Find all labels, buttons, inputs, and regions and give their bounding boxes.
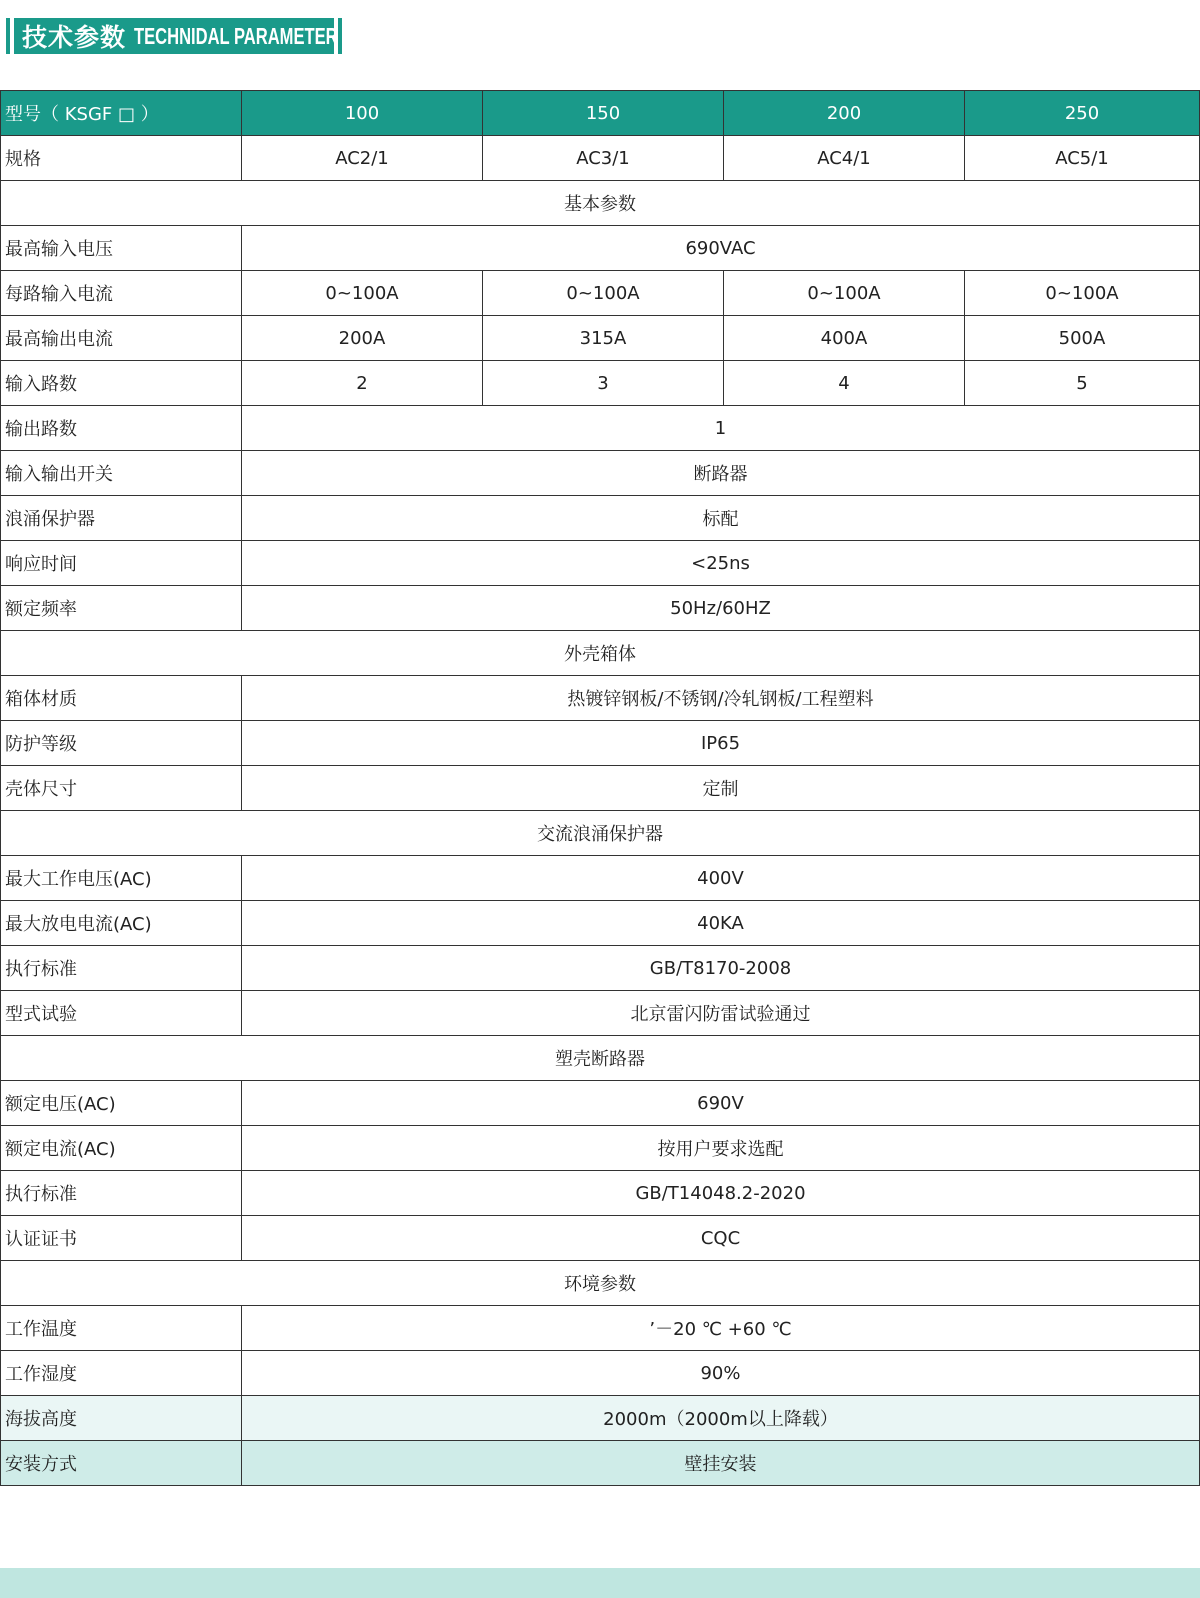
header-model-250: 250 <box>965 91 1200 136</box>
row-label: 安装方式 <box>1 1441 242 1486</box>
row-label: 额定电流(AC) <box>1 1126 242 1171</box>
row-label: 最高输出电流 <box>1 316 242 361</box>
row-label: 最大工作电压(AC) <box>1 856 242 901</box>
table-row <box>1 1171 1200 1216</box>
section-title: 环境参数 <box>1 1261 1200 1306</box>
cell-value-merged: CQC <box>242 1216 1200 1261</box>
cell-value: 5 <box>965 361 1200 406</box>
parameter-table <box>0 90 1200 1486</box>
cell-value: 315A <box>483 316 724 361</box>
row-label: 规格 <box>1 136 242 181</box>
row-label: 额定电压(AC) <box>1 1081 242 1126</box>
section-header-row <box>1 811 1200 856</box>
parameter-table-body <box>1 91 1200 1486</box>
row-label: 认证证书 <box>1 1216 242 1261</box>
cell-value-merged: 断路器 <box>242 451 1200 496</box>
row-label: 箱体材质 <box>1 676 242 721</box>
section-header-row <box>1 181 1200 226</box>
cell-value-merged: 90% <box>242 1351 1200 1396</box>
cell-value-merged: GB/T14048.2-2020 <box>242 1171 1200 1216</box>
table-row <box>1 586 1200 631</box>
cell-value: 400A <box>724 316 965 361</box>
section-header-row <box>1 1261 1200 1306</box>
cell-value: 500A <box>965 316 1200 361</box>
table-row <box>1 946 1200 991</box>
section-title <box>6 18 342 54</box>
table-row <box>1 901 1200 946</box>
cell-value-merged: GB/T8170-2008 <box>242 946 1200 991</box>
section-title: 外壳箱体 <box>1 631 1200 676</box>
row-label: 额定频率 <box>1 586 242 631</box>
table-row <box>1 541 1200 586</box>
table-row <box>1 226 1200 271</box>
row-label: 输入路数 <box>1 361 242 406</box>
table-row <box>1 406 1200 451</box>
section-title: 基本参数 <box>1 181 1200 226</box>
cell-value-merged: 690VAC <box>242 226 1200 271</box>
cell-value: 0~100A <box>724 271 965 316</box>
cell-value-merged: 标配 <box>242 496 1200 541</box>
row-label: 执行标准 <box>1 1171 242 1216</box>
cell-value: 0~100A <box>242 271 483 316</box>
title-en: TECHNIDAL PARAMETER <box>134 22 338 49</box>
header-model-100: 100 <box>242 91 483 136</box>
table-row <box>1 1396 1200 1441</box>
row-label: 浪涌保护器 <box>1 496 242 541</box>
section-header-row <box>1 631 1200 676</box>
bottom-decor-band <box>0 1568 1200 1598</box>
cell-value: AC3/1 <box>483 136 724 181</box>
table-row <box>1 1126 1200 1171</box>
section-title: 塑壳断路器 <box>1 1036 1200 1081</box>
row-label: 响应时间 <box>1 541 242 586</box>
table-row <box>1 1351 1200 1396</box>
row-label: 执行标准 <box>1 946 242 991</box>
row-label: 输入输出开关 <box>1 451 242 496</box>
cell-value-merged: 定制 <box>242 766 1200 811</box>
cell-value: AC2/1 <box>242 136 483 181</box>
row-label: 壳体尺寸 <box>1 766 242 811</box>
row-label: 最高输入电压 <box>1 226 242 271</box>
table-row <box>1 766 1200 811</box>
header-model-200: 200 <box>724 91 965 136</box>
cell-value-merged: ’－20 ℃ +60 ℃ <box>242 1306 1200 1351</box>
row-label: 工作湿度 <box>1 1351 242 1396</box>
title-accent-bar-right <box>338 18 342 54</box>
row-label: 海拔高度 <box>1 1396 242 1441</box>
table-row <box>1 721 1200 766</box>
cell-value-merged: 壁挂安装 <box>242 1441 1200 1486</box>
table-row <box>1 271 1200 316</box>
table-row <box>1 1441 1200 1486</box>
header-model-150: 150 <box>483 91 724 136</box>
cell-value-merged: 1 <box>242 406 1200 451</box>
cell-value-merged: 690V <box>242 1081 1200 1126</box>
row-label: 防护等级 <box>1 721 242 766</box>
table-row <box>1 316 1200 361</box>
row-label: 每路输入电流 <box>1 271 242 316</box>
table-row <box>1 1081 1200 1126</box>
title-box <box>14 18 338 54</box>
section-header-row <box>1 1036 1200 1081</box>
cell-value-merged: IP65 <box>242 721 1200 766</box>
cell-value-merged: 北京雷闪防雷试验通过 <box>242 991 1200 1036</box>
cell-value: 3 <box>483 361 724 406</box>
cell-value-merged: <25ns <box>242 541 1200 586</box>
cell-value-merged: 按用户要求选配 <box>242 1126 1200 1171</box>
section-title: 交流浪涌保护器 <box>1 811 1200 856</box>
header-label: 型号（ KSGF □ ） <box>1 91 242 136</box>
cell-value: AC4/1 <box>724 136 965 181</box>
cell-value: 4 <box>724 361 965 406</box>
title-cn: 技术参数 <box>22 23 127 52</box>
cell-value-merged: 热镀锌钢板/不锈钢/冷轧钢板/工程塑料 <box>242 676 1200 721</box>
cell-value: 200A <box>242 316 483 361</box>
table-row <box>1 361 1200 406</box>
row-label: 型式试验 <box>1 991 242 1036</box>
table-row <box>1 1306 1200 1351</box>
row-label: 最大放电电流(AC) <box>1 901 242 946</box>
cell-value: 0~100A <box>483 271 724 316</box>
table-row <box>1 1216 1200 1261</box>
table-row <box>1 496 1200 541</box>
table-row <box>1 856 1200 901</box>
cell-value-merged: 50Hz/60HZ <box>242 586 1200 631</box>
cell-value: 0~100A <box>965 271 1200 316</box>
table-row <box>1 676 1200 721</box>
cell-value: 2 <box>242 361 483 406</box>
table-row-spec <box>1 136 1200 181</box>
cell-value: AC5/1 <box>965 136 1200 181</box>
cell-value-merged: 40KA <box>242 901 1200 946</box>
row-label: 输出路数 <box>1 406 242 451</box>
row-label: 工作温度 <box>1 1306 242 1351</box>
title-accent-bar-left <box>6 18 10 54</box>
table-row <box>1 991 1200 1036</box>
table-row <box>1 451 1200 496</box>
table-header-row <box>1 91 1200 136</box>
cell-value-merged: 2000m（2000m以上降载） <box>242 1396 1200 1441</box>
cell-value-merged: 400V <box>242 856 1200 901</box>
